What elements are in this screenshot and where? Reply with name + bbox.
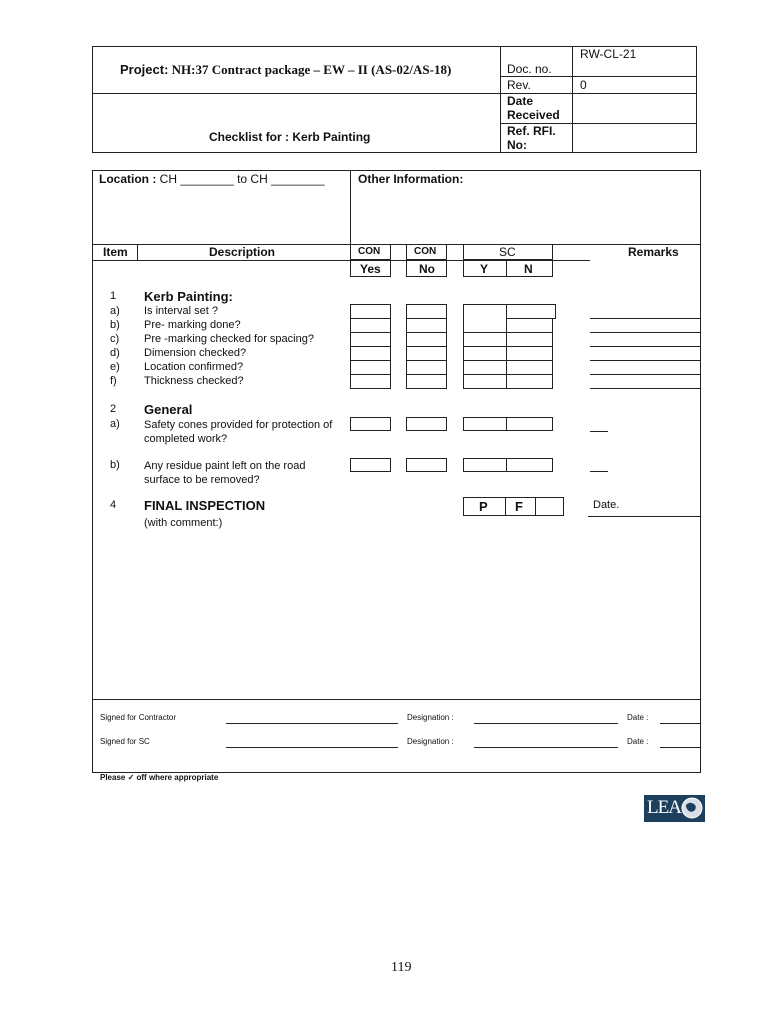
column-con-2-label: CON (414, 246, 437, 257)
remarks-line[interactable] (590, 471, 608, 472)
item-text: Any residue paint left on the road surface to be removed? (144, 460, 306, 486)
checkbox-sc-n-a[interactable] (506, 304, 556, 319)
lea-logo: LEA (644, 795, 705, 822)
item-text: Is interval set ? (144, 305, 218, 317)
pass-label: P (479, 499, 488, 514)
section-title: FINAL INSPECTION (144, 498, 266, 513)
grid-row-line (406, 318, 447, 319)
item-text: Pre- marking done? (144, 319, 241, 331)
date-received-label: Date Received (507, 94, 560, 122)
header-divider (92, 93, 697, 94)
column-n-label: N (524, 262, 533, 276)
column-remarks: Remarks (628, 245, 679, 259)
item-text: Safety cones provided for protection of completed work? (144, 419, 333, 445)
checklist-title: Checklist for : Kerb Painting (209, 130, 371, 144)
signed-contractor-label: Signed for Contractor (100, 713, 177, 722)
remarks-line[interactable] (590, 332, 701, 333)
checkbox-con-yes[interactable] (350, 458, 391, 472)
item-letter: e) (110, 361, 120, 373)
item-text: Pre -marking checked for spacing? (144, 333, 314, 345)
section-number: 1 (110, 290, 117, 302)
column-con-1-label: CON (358, 246, 381, 257)
grid-divider (505, 497, 506, 516)
project-title: Project: NH:37 Contract package – EW – II (AS-02/AS-18) (120, 62, 452, 77)
item-letter: b) (110, 459, 120, 471)
grid-row-line (406, 346, 447, 347)
section-number: 4 (110, 499, 117, 511)
designation-label: Designation : (407, 713, 454, 722)
sc-date-line[interactable] (660, 747, 700, 748)
grid-divider (506, 417, 507, 431)
page-number: 119 (391, 960, 412, 975)
checkbox-con-no[interactable] (406, 417, 447, 431)
section-title: General (144, 402, 193, 417)
form-divider (92, 244, 701, 245)
item-letter: c) (110, 333, 120, 345)
item-letter: a) (110, 305, 120, 317)
checkbox-con-yes[interactable] (350, 417, 391, 431)
grid-row-line (350, 360, 391, 361)
sc-designation-line[interactable] (474, 747, 618, 748)
column-description: Description (209, 245, 276, 259)
other-information-label: Other Information: (358, 172, 464, 186)
grid-divider (506, 458, 507, 472)
signed-sc-label: Signed for SC (100, 737, 150, 746)
fail-label: F (515, 499, 523, 514)
item-letter: f) (110, 375, 117, 387)
grid-row-line (350, 332, 391, 333)
remarks-line[interactable] (590, 374, 701, 375)
form-divider (700, 440, 701, 460)
header-divider (500, 76, 697, 77)
item-letter: a) (110, 418, 120, 430)
grid-row-line (463, 374, 553, 375)
grid-row-line (350, 346, 391, 347)
grid-row-line (406, 374, 447, 375)
grid-row-line (406, 360, 447, 361)
column-yes-label: Yes (360, 262, 381, 276)
location-field[interactable]: Location : CH ________ to CH ________ (99, 172, 325, 186)
date-label: Date : (627, 737, 649, 746)
remarks-line[interactable] (590, 431, 608, 432)
grid-row-line (406, 332, 447, 333)
contractor-date-line[interactable] (660, 723, 700, 724)
section-subtitle: (with comment:) (144, 517, 223, 529)
footnote: Please ✓ off where appropriate (100, 773, 219, 782)
column-divider (137, 244, 138, 260)
grid-row-line (350, 374, 391, 375)
section-number: 2 (110, 403, 117, 415)
item-text: Location confirmed? (144, 361, 244, 373)
section-title: Kerb Painting: (144, 289, 233, 304)
grid-row-line (463, 332, 553, 333)
date-label: Date : (627, 713, 649, 722)
grid-row-line (463, 360, 553, 361)
remarks-line[interactable] (590, 360, 701, 361)
column-sc-label: SC (499, 245, 516, 259)
sc-signature-line[interactable] (226, 747, 398, 748)
rev-label: Rev. (507, 78, 531, 92)
contractor-signature-line[interactable] (226, 723, 398, 724)
final-date-line[interactable] (588, 516, 701, 517)
item-text: Thickness checked? (144, 375, 244, 387)
remarks-line[interactable] (590, 318, 701, 319)
doc-no-value: RW-CL-21 (580, 47, 637, 61)
item-letter: b) (110, 319, 120, 331)
grid-row-line (463, 346, 553, 347)
form-divider (92, 699, 701, 700)
ref-rfi-label: Ref. RFI. No: (507, 124, 556, 152)
column-no-label: No (419, 262, 435, 276)
item-text: Dimension checked? (144, 347, 247, 359)
form-divider (350, 170, 351, 244)
header-divider (572, 46, 573, 153)
grid-row-line (350, 318, 391, 319)
column-y-label: Y (480, 262, 489, 276)
doc-no-label: Doc. no. (507, 62, 552, 76)
rev-value: 0 (580, 78, 587, 92)
checkbox-sc[interactable] (463, 417, 553, 431)
header-divider (500, 46, 501, 153)
column-item: Item (103, 245, 128, 259)
item-letter: d) (110, 347, 120, 359)
designation-label: Designation : (407, 737, 454, 746)
remarks-line[interactable] (590, 346, 701, 347)
checkbox-con-no[interactable] (406, 458, 447, 472)
contractor-designation-line[interactable] (474, 723, 618, 724)
final-date-label: Date. (593, 499, 620, 511)
checkbox-sc[interactable] (463, 458, 553, 472)
remarks-line[interactable] (590, 388, 701, 389)
globe-icon (681, 797, 703, 819)
grid-divider (535, 497, 536, 516)
